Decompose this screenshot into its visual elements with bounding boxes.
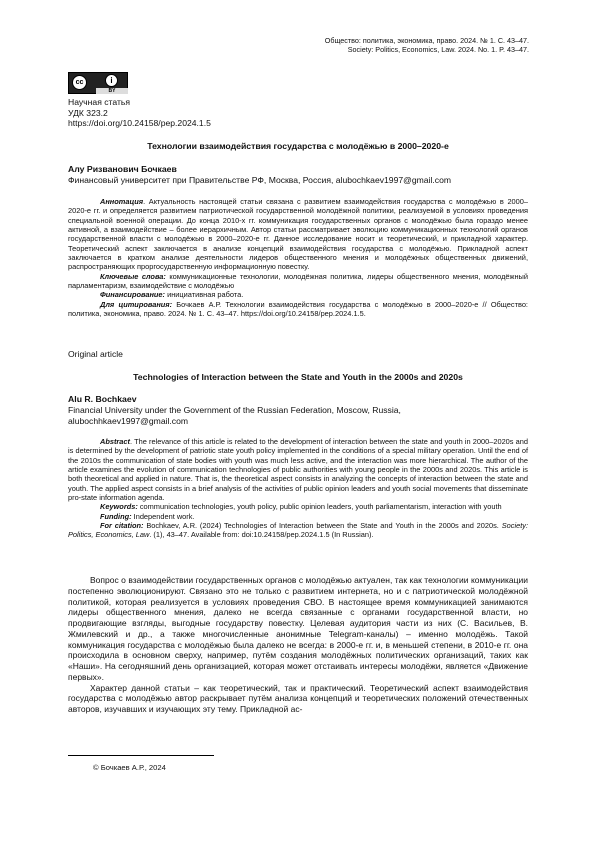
- cc-icon: cc: [72, 75, 87, 90]
- en-citation-label: For citation:: [100, 521, 144, 531]
- en-funding-label: Funding:: [100, 511, 132, 521]
- en-email: alubochhkaev1997@gmail.com: [68, 415, 189, 426]
- body-paragraph-1: Вопрос о взаимодействии государственных органов с молодёжью актуален, так как технологии коммуникации постепенно эволюционируют. Связано это не только с развитием интернета, но и с патриотической молодёжной политикой, которая реализуется в условиях проведения СВО. В настоящее время коммуникацией занимаются лидеры общественного мнения, далеко не всегда связанные с органами государственной власти, но продвигающие взгляды, выгодные государству повестку. Целевая аудитория части из них (С. Васильев, В. Жмилевский и др., а также многочисленные анонимные Telegram-каналы) – именно молодёжь. Такой коммуникация государства с молодёжью была далеко не всегда: в 2000-е гг. и, в меньшей степени, в 2010-е гг. она происходила в основном сверху, например, путём создания молодёжных политических организаций, таких как «Наши». На сегодняшний день организацией, которая может отстаивать интересы молодёжи, является «Движение первых».: [68, 575, 528, 682]
- ru-keywords: Ключевые слова: коммуникационные технологии, молодёжная политика, лидеры общественного мнения, молодёжный парламентаризм, взаимодействие с молодёжью: [68, 271, 528, 291]
- running-header: [325, 36, 529, 54]
- en-article-type: Original article: [68, 349, 123, 359]
- en-abstract-block: [68, 437, 528, 540]
- cc-by-license-logo: [68, 72, 128, 94]
- en-author: Alu R. Bochkaev: [68, 394, 137, 404]
- en-keywords: Keywords: communication technologies, youth policy, public opinion leaders, youth parliamentarism, interaction with youth: [100, 502, 502, 512]
- by-label: BY: [96, 88, 128, 94]
- en-author-block: [68, 394, 528, 426]
- article-meta: [68, 97, 211, 129]
- en-citation: For citation: Bochkaev, A.R. (2024) Technologies of Interaction between the State and Youth in the 2000s and 2020s. Society: Politics, Economics, Law. (1), 43–47. Available from: doi:10.24158/pep.2024.1.5 (In Russian).: [68, 521, 528, 540]
- en-affiliation: Financial University under the Government of the Russian Federation, Moscow, Russia,: [68, 405, 401, 415]
- ru-author: Алу Ризванович Бочкаев: [68, 164, 177, 174]
- en-title: Technologies of Interaction between the State and Youth in the 2000s and 2020s: [133, 372, 463, 382]
- ru-abstract-label: Аннотация: [100, 197, 144, 206]
- body-text: [68, 575, 528, 715]
- doi-link[interactable]: https://doi.org/10.24158/pep.2024.1.5: [68, 118, 211, 129]
- person-icon: i: [105, 74, 118, 87]
- ru-author-block: [68, 164, 528, 186]
- ru-funding: Финансирование: инициативная работа.: [100, 290, 244, 300]
- ru-keywords-label: Ключевые слова:: [100, 271, 166, 281]
- ru-citation-label: Для цитирования:: [100, 299, 173, 309]
- body-paragraph-2: Характер данной статьи – как теоретический, так и практический. Теоретический аспект взаимодействия государства с молодёжью автор раскрывает путём анализа концепций и теоретических положений отечественных авторов, изучавших и изучающих эту тему. Прикладной ас-: [68, 682, 528, 714]
- en-funding: Funding: Independent work.: [100, 511, 195, 521]
- en-abstract: Abstract. The relevance of this article is related to the development of interaction between the state and youth in 2000–2020s and is determined by the development of patriotic state youth policy implemented in the conditions of a special military operation. Until the end of the 2010s the communication of state bodies with youth was much less active, and the interaction was more hierarchical. The author of the article examines the evolution of communication technologies of public authorities with young people in the 2000s and 2020s. This article is both theoretical and applied in nature. That is, the theoretical aspect consists in analyzing the concepts of interaction between the state and youth. The applied aspect consists in a brief analysis of the activities of public opinion leaders and youth social movements that disseminate pro-state information agenda.: [68, 437, 528, 503]
- copyright-footnote: © Бочкаев А.Р., 2024: [93, 763, 166, 772]
- article-type: Научная статья: [68, 97, 131, 107]
- ru-affiliation: Финансовый университет при Правительстве РФ, Москва, Россия, alubochkaev1997@gmail.com: [68, 175, 452, 185]
- en-keywords-label: Keywords:: [100, 502, 138, 512]
- header-ru: Общество: политика, экономика, право. 2024. № 1. С. 43–47.: [324, 36, 529, 45]
- ru-title: Технологии взаимодействия государства с молодёжью в 2000–2020-е: [147, 141, 449, 151]
- ru-abstract-block: [68, 197, 528, 318]
- header-en: Society: Politics, Economics, Law. 2024. No. 1. P. 43–47.: [347, 45, 529, 55]
- ru-citation: Для цитирования: Бочкаев А.Р. Технологии взаимодействия государства с молодёжью в 2000–2020-е // Общество: политика, экономика, право. 2024. № 1. С. 43–47. https://doi.org/10.24158/pep.2024.1.5.: [68, 299, 528, 319]
- ru-abstract: Аннотация. Актуальность настоящей статьи связана с развитием взаимодействия государства с молодёжью в 2000–2020-е гг. и определяется развитием патриотической государственной молодёжной политики, реализуемой в условиях проведения специальной военной операции. До конца 2010-х гг. коммуникация государственных органов с молодёжью была гораздо менее активной, а взаимодействие – более иерархичным. Автор статьи рассматривает эволюцию коммуникационных технологий органов государственной власти с молодёжью в 2000–2020-е гг. Данное исследование носит и теоретический, и прикладной характер. Теоретический аспект заключается в анализе концепций взаимодействия государства с молодёжью. Прикладной аспект заключается в кратком анализе деятельности лидеров общественного мнения и молодёжных общественных движений, распространяющих проргосударственную информационную повестку.: [68, 197, 528, 272]
- en-abstract-label: Abstract: [100, 437, 130, 446]
- footnote-divider: [68, 755, 214, 756]
- en-journal-name: Society: Politics, Economics, Law: [68, 521, 528, 540]
- ru-funding-label: Финансирование:: [100, 290, 166, 300]
- udk: УДК 323.2: [68, 107, 108, 118]
